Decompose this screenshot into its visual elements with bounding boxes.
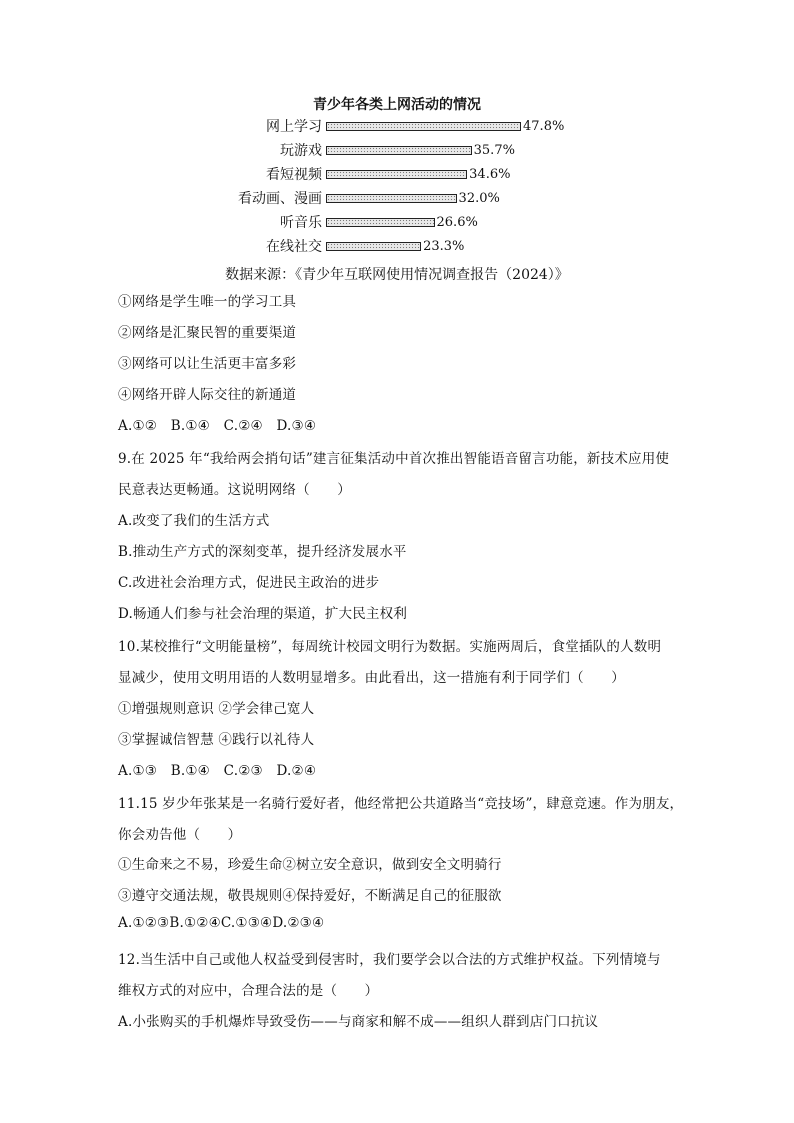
option-line: A.小张购买的手机爆炸导致受伤——与商家和解不成——组织人群到店门口抗议 xyxy=(118,1014,599,1030)
bar-value-label: 26.6% xyxy=(436,215,478,230)
bar-row xyxy=(0,213,794,233)
question-9-stem: 9.在 2025 年“我给两会捎句话”建言征集活动中首次推出智能语音留言功能，新技术应用使 xyxy=(118,451,670,467)
bar-label: 网上学习 xyxy=(266,119,322,135)
option-line: ①增强规则意识 ②学会律己宽人 xyxy=(118,701,315,717)
bar xyxy=(326,146,472,155)
bar-value-label: 23.3% xyxy=(423,239,465,254)
question-11-stem: 你会劝告他（ ） xyxy=(118,827,242,843)
option-line: ③网络可以让生活更丰富多彩 xyxy=(118,356,297,372)
answer-choices: A.①③ B.①④ C.②③ D.②④ xyxy=(118,763,317,779)
option-line: ③掌握诚信智慧 ④践行以礼待人 xyxy=(118,732,315,748)
bar-label: 看动画、漫画 xyxy=(238,191,322,207)
bar-row xyxy=(0,189,794,209)
bar-label: 玩游戏 xyxy=(280,143,322,159)
option-line: D.畅通人们参与社会治理的渠道，扩大民主权利 xyxy=(118,606,408,622)
bar xyxy=(326,242,421,251)
bar-label: 看短视频 xyxy=(266,167,322,183)
bar xyxy=(326,122,521,131)
option-line: B.推动生产方式的深刻变革，提升经济发展水平 xyxy=(118,544,407,560)
option-line: A.改变了我们的生活方式 xyxy=(118,513,270,529)
bar-value-label: 47.8% xyxy=(523,119,565,134)
option-line: ③遵守交通法规，敬畏规则④保持爱好，不断满足自己的征服欲 xyxy=(118,888,502,904)
bar-value-label: 34.6% xyxy=(469,167,511,182)
question-10-stem: 显减少，使用文明用语的人数明显增多。由此看出，这一措施有利于同学们（ ） xyxy=(118,670,625,686)
bar-row xyxy=(0,237,794,257)
bar xyxy=(326,170,467,179)
bar-value-label: 35.7% xyxy=(473,143,515,158)
chart-source: 数据来源：《青少年互联网使用情况调查报告（2024）》 xyxy=(225,267,569,283)
bar xyxy=(326,218,435,227)
option-line: ①生命来之不易，珍爱生命②树立安全意识，做到安全文明骑行 xyxy=(118,857,502,873)
question-11-stem: 11.15 岁少年张某是一名骑行爱好者，他经常把公共道路当“竞技场”，肆意竞速。作为朋友， xyxy=(118,796,684,812)
bar-row xyxy=(0,165,794,185)
bar xyxy=(326,194,457,203)
option-line: ①网络是学生唯一的学习工具 xyxy=(118,294,297,310)
question-12-stem: 12.当生活中自己或他人权益受到侵害时，我们要学会以合法的方式维护权益。下列情境与 xyxy=(118,952,661,968)
question-12-stem: 维权方式的对应中，合理合法的是（ ） xyxy=(118,983,379,999)
answer-choices: A.①② B.①④ C.②④ D.③④ xyxy=(118,418,317,434)
option-line: C.改进社会治理方式，促进民主政治的进步 xyxy=(118,575,380,591)
question-9-stem: 民意表达更畅通。这说明网络（ ） xyxy=(118,482,351,498)
bar-label: 听音乐 xyxy=(280,215,322,231)
bar-label: 在线社交 xyxy=(266,239,322,255)
chart-title: 青少年各类上网活动的情况 xyxy=(313,97,481,113)
option-line: ②网络是汇聚民智的重要渠道 xyxy=(118,325,297,341)
bar-row xyxy=(0,141,794,161)
bar-row xyxy=(0,117,794,137)
answer-choices: A.①②③B.①②④C.①③④D.②③④ xyxy=(118,915,325,931)
bar-value-label: 32.0% xyxy=(458,191,500,206)
option-line: ④网络开辟人际交往的新通道 xyxy=(118,387,297,403)
question-10-stem: 10.某校推行“文明能量榜”，每周统计校园文明行为数据。实施两周后，食堂插队的人数明 xyxy=(118,639,662,655)
